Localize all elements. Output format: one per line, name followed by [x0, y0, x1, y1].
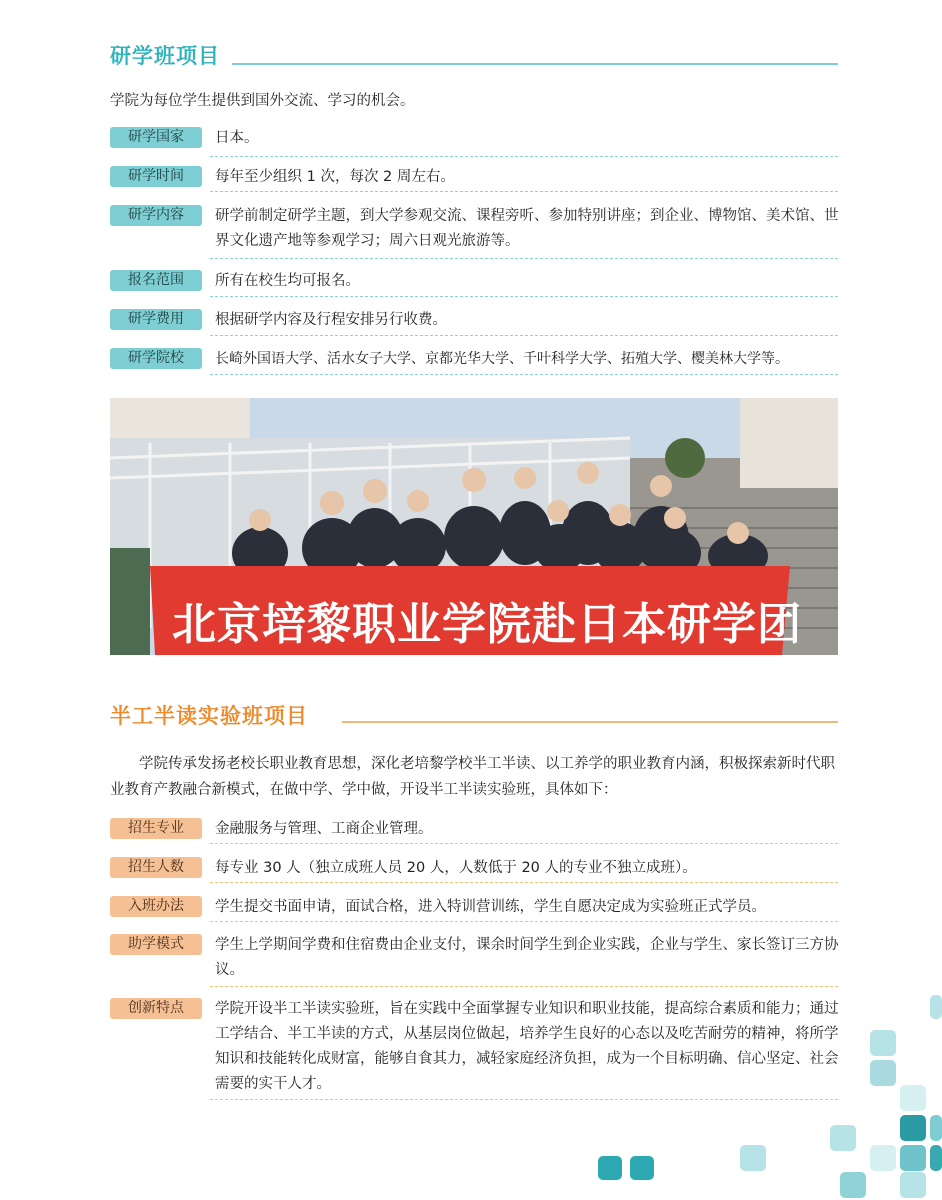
row-text: 每年至少组织 1 次，每次 2 周左右。 [215, 169, 455, 185]
dashed-divider [210, 191, 838, 192]
row-label: 招生专业 [110, 818, 202, 839]
dashed-divider [210, 843, 838, 844]
dashed-divider [210, 156, 838, 157]
info-row-enrollment [110, 857, 838, 883]
dashed-divider [210, 258, 838, 259]
row-text: 长崎外国语大学、活水女子大学、京都光华大学、千叶科学大学、拓殖大学、樱美林大学等。 [215, 351, 789, 367]
section-title-work-study: 半工半读实验班项目 [110, 704, 308, 728]
row-text: 所有在校生均可报名。 [215, 273, 360, 289]
row-label: 研学时间 [110, 166, 202, 187]
section-title-study-tour: 研学班项目 [110, 44, 220, 68]
row-label: 招生人数 [110, 857, 202, 878]
row-text: 金融服务与管理、工商企业管理。 [215, 821, 433, 837]
dashed-divider [210, 335, 838, 336]
row-label: 研学国家 [110, 127, 202, 148]
info-row-schools [110, 348, 838, 375]
info-row-country [110, 127, 838, 157]
row-label: 研学院校 [110, 348, 202, 369]
row-text: 学院开设半工半读实验班，旨在实践中全面掌握专业知识和职业技能，提高综合素质和能力；通过工学结合、半工半读的方式，从基层岗位做起，培养学生良好的心态以及吃苦耐劳的精神，将所学知识和技能转化成财富，能够自食其力，减轻家庭经济负担，成为一个目标明确、信心坚定、社会需要的实干人才。 [215, 1001, 839, 1092]
row-label: 报名范围 [110, 270, 202, 291]
info-row-time [110, 166, 838, 192]
row-label: 创新特点 [110, 998, 202, 1019]
info-row-features [110, 998, 838, 1100]
row-label: 研学费用 [110, 309, 202, 330]
info-row-fee [110, 309, 838, 336]
info-row-aid-model [110, 934, 838, 987]
row-text: 研学前制定研学主题，到大学参观交流、课程旁听、参加特别讲座；到企业、博物馆、美术馆、世界文化遗产地等参观学习；周六日观光旅游等。 [215, 208, 839, 249]
dashed-divider [210, 921, 838, 922]
info-row-majors [110, 818, 838, 844]
dashed-divider [210, 1099, 838, 1100]
section-intro: 学院为每位学生提供到国外交流、学习的机会。 [110, 93, 415, 109]
row-label: 助学模式 [110, 934, 202, 955]
row-text: 学生提交书面申请，面试合格，进入特训营训练，学生自愿决定成为实验班正式学员。 [215, 899, 766, 915]
dashed-divider [210, 882, 838, 883]
row-text: 根据研学内容及行程安排另行收费。 [215, 312, 447, 328]
row-text: 日本。 [215, 130, 259, 146]
row-label: 入班办法 [110, 896, 202, 917]
info-row-admission [110, 896, 838, 922]
row-text: 学生上学期间学费和住宿费由企业支付，课余时间学生到企业实践，企业与学生、家长签订三方协议。 [215, 937, 839, 978]
section-intro: 学院传承发扬老校长职业教育思想，深化老培黎学校半工半读、以工养学的职业教育内涵，积极探索新时代职业教育产教融合新模式，在做中学、学中做，开设半工半读实验班，具体如下： [110, 756, 835, 798]
title-underline [232, 63, 838, 65]
row-label: 研学内容 [110, 205, 202, 226]
title-underline [342, 721, 838, 723]
group-photo [110, 398, 838, 655]
banner-text: 北京培黎职业学院赴日本研学团 [172, 599, 802, 650]
dashed-divider [210, 986, 838, 987]
dashed-divider [210, 296, 838, 297]
info-row-scope [110, 270, 838, 297]
row-text: 每专业 30 人（独立成班人员 20 人，人数低于 20 人的专业不独立成班）。 [215, 860, 697, 876]
dashed-divider [210, 374, 838, 375]
info-row-content [110, 205, 838, 259]
